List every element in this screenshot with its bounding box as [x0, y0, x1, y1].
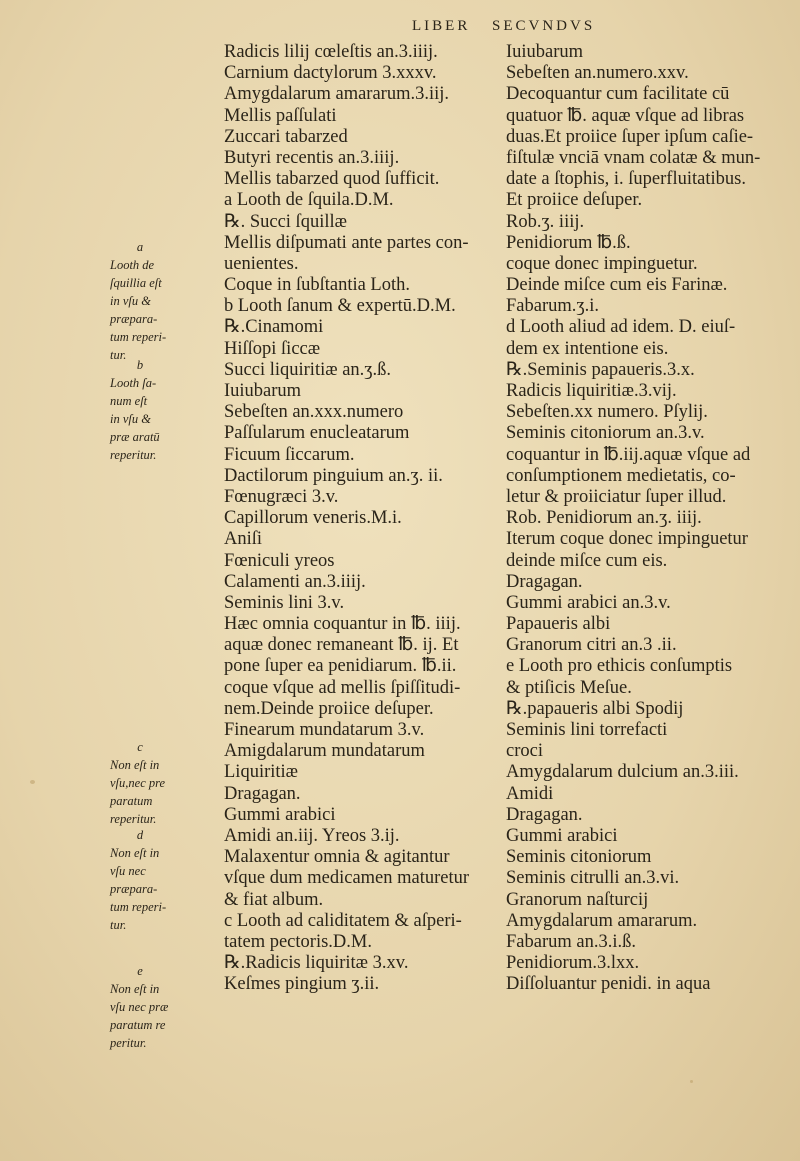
- text-line: Papaueris albi: [506, 614, 611, 635]
- text-line: fiſtulæ vnciā vnam colatæ & mun-: [506, 147, 761, 168]
- text-line: Fabarum an.3.i.ß.: [506, 931, 636, 952]
- margin-note-line: præ aratū: [110, 430, 160, 444]
- margin-note-line: præpara-: [110, 882, 158, 896]
- text-line: Seminis citoniorum an.3.v.: [506, 423, 705, 444]
- text-line: Zuccari tabarzed: [224, 126, 348, 147]
- margin-note-letter: b: [136, 358, 144, 372]
- text-line: croci: [506, 741, 543, 762]
- text-line: Granorum citri an.3 .ii.: [506, 635, 677, 656]
- text-line: Dragagan.: [506, 804, 583, 825]
- text-line: ℞.Radicis liquiritæ 3.xv.: [224, 953, 409, 974]
- margin-note-d: [110, 826, 218, 934]
- text-line: Capillorum veneris.M.i.: [224, 508, 402, 529]
- text-line: Mellis diſpumati ante partes con-: [224, 232, 469, 253]
- text-line: aquæ donec remaneant ℔. ij. Et: [224, 635, 459, 656]
- text-line: Finearum mundatarum 3.v.: [224, 720, 425, 740]
- margin-note-line: in vſu &: [110, 412, 151, 426]
- text-line: ℞.Cinamomi: [224, 317, 324, 338]
- margin-note-line: tur.: [110, 348, 127, 362]
- text-line: Penidiorum.3.lxx.: [506, 953, 640, 974]
- margin-note-line: tur.: [110, 918, 127, 932]
- text-line: ℞.Seminis papaueris.3.x.: [506, 359, 695, 380]
- text-line: Et proiice deſuper.: [506, 190, 643, 211]
- margin-note-letter: e: [137, 964, 143, 978]
- text-line: & ptiſicis Meſue.: [506, 677, 632, 698]
- text-line: Gummi arabici an.3.v.: [506, 592, 671, 613]
- text-line: dem ex intentione eis.: [506, 338, 669, 359]
- text-line: Aniſi: [224, 529, 263, 550]
- margin-note-letter: a: [136, 240, 144, 254]
- text-line: Seminis lini torrefacti: [506, 720, 668, 740]
- text-line: Fœniculi yreos: [224, 550, 335, 571]
- text-line: d Looth aliud ad idem. D. eiuſ-: [506, 317, 736, 338]
- text-line: uenientes.: [224, 253, 299, 274]
- margin-note-line: vſu nec: [110, 864, 146, 878]
- text-line: coque vſque ad mellis ſpiſſitudi-: [224, 677, 461, 698]
- margin-note-line: vſu nec præ: [110, 1000, 169, 1014]
- text-line: Amygdalarum amararum.: [506, 910, 698, 931]
- text-line: Mellis paſſulati: [224, 105, 337, 126]
- margin-note-line: num eſt: [110, 394, 148, 408]
- margin-note-line: paratum re: [110, 1018, 166, 1032]
- text-line: Seminis citrulli an.3.vi.: [506, 868, 680, 889]
- text-line: pone ſuper ea penidiarum. ℔.ii.: [224, 656, 457, 677]
- text-line: Seminis citoniorum: [506, 847, 652, 868]
- text-line: coque donec impinguetur.: [506, 253, 698, 274]
- text-line: Dragagan.: [506, 571, 583, 592]
- text-line: a Looth de ſquila.D.M.: [224, 190, 394, 211]
- margin-note-line: Non eſt in: [110, 982, 160, 996]
- text-line: Sebeſten an.xxx.numero: [224, 402, 404, 423]
- text-line: Iuiubarum: [506, 42, 584, 62]
- header-liber: LIBER: [412, 18, 471, 34]
- text-line: Coque in ſubſtantia Loth.: [224, 275, 411, 296]
- text-line: c Looth ad caliditatem & aſperi-: [224, 910, 462, 931]
- margin-note-line: vſu,nec pre: [110, 776, 166, 790]
- text-line: Sebeſten an.numero.xxv.: [506, 63, 689, 84]
- text-line: Paſſularum enucleatarum: [224, 423, 410, 444]
- margin-note-line: Non eſt in: [110, 846, 160, 860]
- text-line: vſque dum medicamen maturetur: [224, 868, 470, 889]
- margin-note-line: Looth ſa-: [110, 376, 157, 390]
- text-line: Succi liquiritiæ an.ʒ.ß.: [224, 359, 391, 380]
- text-line: conſumptionem medietatis, co-: [506, 465, 736, 486]
- text-line: date a ſtophis, i. ſuperfluitatibus.: [506, 169, 746, 190]
- text-line: Dragagan.: [224, 783, 301, 804]
- margin-note-letter: c: [137, 740, 143, 754]
- text-line: quatuor ℔. aquæ vſque ad libras: [506, 105, 745, 126]
- text-line: & fiat album.: [224, 889, 324, 910]
- margin-note-letter: d: [136, 828, 144, 842]
- margin-note-line: peritur.: [110, 1036, 147, 1050]
- text-line: tatem pectoris.D.M.: [224, 931, 372, 952]
- text-line: b Looth ſanum & expertū.D.M.: [224, 296, 456, 317]
- margin-note-line: tum reperi-: [110, 900, 167, 914]
- text-line: Amygdalarum dulcium an.3.iii.: [506, 762, 739, 783]
- text-line: Fabarum.ʒ.i.: [506, 296, 599, 317]
- text-line: Rob.ʒ. iiij.: [506, 211, 585, 232]
- text-line: Sebeſten.xx numero. Pſylij.: [506, 402, 708, 423]
- margin-note-c: [110, 738, 218, 828]
- text-line: Mellis tabarzed quod ſufficit.: [224, 169, 440, 190]
- text-line: letur & proiiciatur ſuper illud.: [506, 486, 727, 507]
- text-line: nem.Deinde proiice deſuper.: [224, 698, 434, 719]
- text-line: Carnium dactylorum 3.xxxv.: [224, 63, 437, 84]
- text-line: Granorum naſturcij: [506, 889, 649, 910]
- margin-note-e: [110, 962, 218, 1052]
- text-line: Amidi: [506, 783, 554, 804]
- text-line: Amidi an.iij. Yreos 3.ij.: [224, 825, 400, 846]
- text-line: Seminis lini 3.v.: [224, 592, 345, 613]
- margin-note-line: in vſu &: [110, 294, 151, 308]
- text-line: Rob. Penidiorum an.ʒ. iiij.: [506, 508, 702, 529]
- text-line: Hæc omnia coquantur in ℔. iiij.: [224, 614, 461, 635]
- margin-note-line: ſquillia eſt: [110, 276, 162, 290]
- margin-note-a: [110, 238, 218, 364]
- text-line: Gummi arabici: [506, 825, 618, 846]
- text-line: deinde miſce cum eis.: [506, 550, 668, 571]
- paper-stain: [690, 1080, 693, 1083]
- text-line: duas.Et proiice ſuper ipſum caſie-: [506, 126, 754, 147]
- margin-note-line: Non eſt in: [110, 758, 160, 772]
- text-line: Ficuum ſiccarum.: [224, 444, 355, 465]
- text-line: e Looth pro ethicis conſumptis: [506, 656, 733, 677]
- text-line: Dactilorum pinguium an.ʒ. ii.: [224, 465, 443, 486]
- text-line: ℞. Succi ſquillæ: [224, 211, 347, 232]
- margin-note-line: præpara-: [110, 312, 158, 326]
- paper-stain: [30, 780, 35, 784]
- text-line: Fœnugræci 3.v.: [224, 486, 339, 507]
- text-line: Diſſoluantur penidi. in aqua: [506, 974, 711, 995]
- margin-note-line: paratum: [110, 794, 153, 808]
- text-line: Iterum coque donec impinguetur: [506, 529, 748, 550]
- text-line: Butyri recentis an.3.iiij.: [224, 147, 400, 168]
- text-line: Radicis lilij cœleſtis an.3.iiij.: [224, 42, 438, 62]
- margin-note-b: [110, 356, 218, 464]
- text-line: Amygdalarum amararum.3.iij.: [224, 84, 450, 105]
- margin-note-line: reperitur.: [110, 448, 157, 462]
- header-secundus: SECVNDVS: [492, 18, 596, 34]
- text-line: Deinde miſce cum eis Farinæ.: [506, 275, 728, 296]
- text-line: Gummi arabici: [224, 804, 336, 825]
- text-line: coquantur in ℔.iij.aquæ vſque ad: [506, 444, 751, 465]
- text-line: Liquiritiæ: [224, 762, 298, 783]
- text-line: Iuiubarum: [224, 381, 302, 401]
- text-line: Decoquantur cum facilitate cū: [506, 84, 730, 105]
- text-line: Keſmes pingium ʒ.ii.: [224, 974, 380, 995]
- text-line: Radicis liquiritiæ.3.vij.: [506, 381, 677, 401]
- margin-note-line: reperitur.: [110, 812, 157, 826]
- margin-note-line: Looth de: [110, 258, 155, 272]
- text-line: Hiſſopi ſiccæ: [224, 338, 321, 359]
- text-line: Amigdalarum mundatarum: [224, 741, 425, 762]
- middle-text-column: [224, 42, 502, 995]
- text-line: ℞.papaueris albi Spodij: [506, 698, 684, 719]
- text-line: Penidiorum ℔.ß.: [506, 232, 631, 253]
- text-line: Malaxentur omnia & agitantur: [224, 847, 450, 868]
- text-line: Calamenti an.3.iiij.: [224, 571, 366, 592]
- right-text-column: [506, 42, 794, 995]
- margin-note-line: tum reperi-: [110, 330, 167, 344]
